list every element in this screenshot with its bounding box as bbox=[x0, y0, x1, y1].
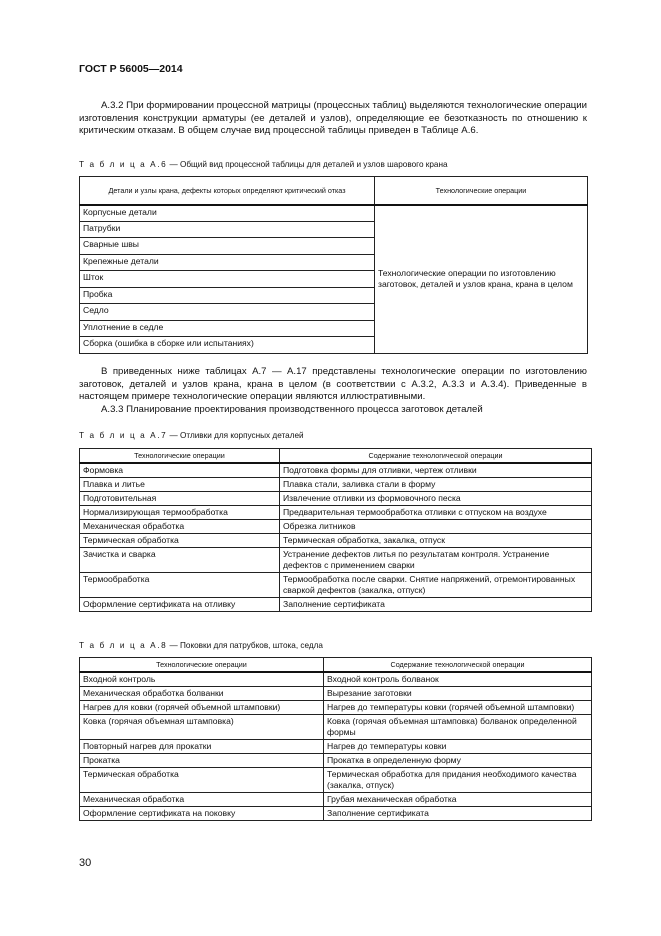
table-a6-caption bbox=[79, 160, 448, 169]
table-a6-part-cell: Корпусные детали bbox=[80, 205, 375, 222]
paragraph-a33: А.3.3 Планирование проектирования производственного процесса заготовок деталей bbox=[101, 403, 483, 415]
caption-label: Т а б л и ц а А.8 bbox=[79, 641, 168, 650]
table-a6-part-cell: Седло bbox=[80, 304, 375, 321]
page-number: 30 bbox=[79, 857, 92, 869]
table-row bbox=[80, 714, 592, 739]
operation-content-cell: Вырезание заготовки bbox=[324, 686, 592, 700]
table-a6-part-cell: Шток bbox=[80, 271, 375, 288]
operation-content-cell: Устранение дефектов литья по результатам контроля. Устранение дефектов с применением сварки bbox=[280, 547, 592, 572]
table-a6-part-cell: Уплотнение в седле bbox=[80, 320, 375, 337]
caption-label: Т а б л и ц а А.6 bbox=[79, 160, 168, 169]
table-a6-part-cell: Пробка bbox=[80, 287, 375, 304]
operation-content-cell: Термическая обработка, закалка, отпуск bbox=[280, 533, 592, 547]
table-a7-caption bbox=[79, 431, 304, 440]
operation-content-cell: Ковка (горячая объемная штамповка) болванок определенной формы bbox=[324, 714, 592, 739]
operation-content-cell: Плавка стали, заливка стали в форму bbox=[280, 477, 592, 491]
operation-content-cell: Предварительная термообработка отливки с отпуском на воздухе bbox=[280, 505, 592, 519]
operation-content-cell: Грубая механическая обработка bbox=[324, 792, 592, 806]
operation-cell: Термическая обработка bbox=[80, 533, 280, 547]
operation-cell: Оформление сертификата на поковку bbox=[80, 806, 324, 820]
table-a8-header-operations: Технологические операции bbox=[80, 658, 324, 672]
operation-content-cell: Заполнение сертификата bbox=[280, 597, 592, 611]
operation-cell: Зачистка и сварка bbox=[80, 547, 280, 572]
paragraph-a32 bbox=[79, 100, 587, 138]
paragraph-text: В приведенных ниже таблицах А.7 — А.17 представлены технологические операции по изготовлению заготовок, деталей и узлов крана, крана в целом (в соответствии с А.3.2, А.3.3 и А.3.4). Приведенные в настоящем примере технологические операции являются иллюстративными. bbox=[79, 366, 587, 402]
table-row bbox=[80, 672, 592, 687]
table-row bbox=[80, 572, 592, 597]
table-row bbox=[80, 806, 592, 820]
operation-cell: Формовка bbox=[80, 463, 280, 478]
paragraph-intro-tables bbox=[79, 366, 587, 416]
operation-cell: Ковка (горячая объемная штамповка) bbox=[80, 714, 324, 739]
table-a6-part-cell: Крепежные детали bbox=[80, 254, 375, 271]
table-a6-part-cell: Сварные швы bbox=[80, 238, 375, 255]
table-row bbox=[80, 205, 588, 222]
table-a7-header-operations: Технологические операции bbox=[80, 449, 280, 463]
caption-text: — Общий вид процессной таблицы для деталей и узлов шарового крана bbox=[167, 160, 448, 169]
table-a6 bbox=[79, 176, 588, 354]
operation-cell: Плавка и литье bbox=[80, 477, 280, 491]
caption-text: — Поковки для патрубков, штока, седла bbox=[167, 641, 323, 650]
caption-label: Т а б л и ц а А.7 bbox=[79, 431, 168, 440]
operation-cell: Механическая обработка bbox=[80, 792, 324, 806]
table-a6-header-operations: Технологические операции bbox=[375, 177, 588, 205]
table-a8 bbox=[79, 657, 592, 821]
operation-content-cell: Термообработка после сварки. Снятие напряжений, отремонтированных сваркой дефектов (закалка, отпуск) bbox=[280, 572, 592, 597]
table-a6-header-parts: Детали и узлы крана, дефекты которых определяют критический отказ bbox=[80, 177, 375, 205]
table-a6-merged-operations-cell: Технологические операции по изготовлению заготовок, деталей и узлов крана, крана в целом bbox=[375, 205, 588, 354]
operation-cell: Нормализирующая термообработка bbox=[80, 505, 280, 519]
operation-cell: Подготовительная bbox=[80, 491, 280, 505]
operation-content-cell: Извлечение отливки из формовочного песка bbox=[280, 491, 592, 505]
operation-cell: Оформление сертификата на отливку bbox=[80, 597, 280, 611]
table-row bbox=[80, 597, 592, 611]
table-a6-part-cell: Сборка (ошибка в сборке или испытаниях) bbox=[80, 337, 375, 354]
operation-content-cell: Подготовка формы для отливки, чертеж отливки bbox=[280, 463, 592, 478]
table-a6-part-cell: Патрубки bbox=[80, 221, 375, 238]
table-row bbox=[80, 753, 592, 767]
operation-content-cell: Нагрев до температуры ковки (горячей объемной штамповки) bbox=[324, 700, 592, 714]
operation-content-cell: Термическая обработка для придания необходимого качества (закалка, отпуск) bbox=[324, 767, 592, 792]
operation-cell: Входной контроль bbox=[80, 672, 324, 687]
operation-cell: Прокатка bbox=[80, 753, 324, 767]
operation-content-cell: Прокатка в определенную форму bbox=[324, 753, 592, 767]
table-row bbox=[80, 491, 592, 505]
table-row bbox=[80, 700, 592, 714]
table-row bbox=[80, 792, 592, 806]
operation-content-cell: Нагрев до температуры ковки bbox=[324, 739, 592, 753]
operation-cell: Термическая обработка bbox=[80, 767, 324, 792]
operation-content-cell: Обрезка литников bbox=[280, 519, 592, 533]
table-row bbox=[80, 767, 592, 792]
table-a7-header-content: Содержание технологической операции bbox=[280, 449, 592, 463]
table-row bbox=[80, 547, 592, 572]
operation-cell: Повторный нагрев для прокатки bbox=[80, 739, 324, 753]
table-row bbox=[80, 533, 592, 547]
table-a7 bbox=[79, 448, 592, 612]
table-a8-caption bbox=[79, 641, 323, 650]
table-a8-header-content: Содержание технологической операции bbox=[324, 658, 592, 672]
operation-content-cell: Заполнение сертификата bbox=[324, 806, 592, 820]
operation-cell: Механическая обработка bbox=[80, 519, 280, 533]
caption-text: — Отливки для корпусных деталей bbox=[167, 431, 304, 440]
operation-cell: Нагрев для ковки (горячей объемной штамповки) bbox=[80, 700, 324, 714]
table-row bbox=[80, 686, 592, 700]
table-row bbox=[80, 739, 592, 753]
table-row bbox=[80, 463, 592, 478]
table-row bbox=[80, 477, 592, 491]
operation-cell: Механическая обработка болванки bbox=[80, 686, 324, 700]
table-row bbox=[80, 519, 592, 533]
document-code: ГОСТ Р 56005—2014 bbox=[79, 63, 183, 75]
operation-content-cell: Входной контроль болванок bbox=[324, 672, 592, 687]
paragraph-text: А.3.2 При формировании процессной матрицы (процессных таблиц) выделяются технологические операции изготовления конструкции арматуры (ее деталей и узлов), определяющие ее безотказность по отношению к критическим отказам. В общем случае вид процессной таблицы приведен в Таблице А.6. bbox=[79, 100, 587, 136]
operation-cell: Термообработка bbox=[80, 572, 280, 597]
table-row bbox=[80, 505, 592, 519]
